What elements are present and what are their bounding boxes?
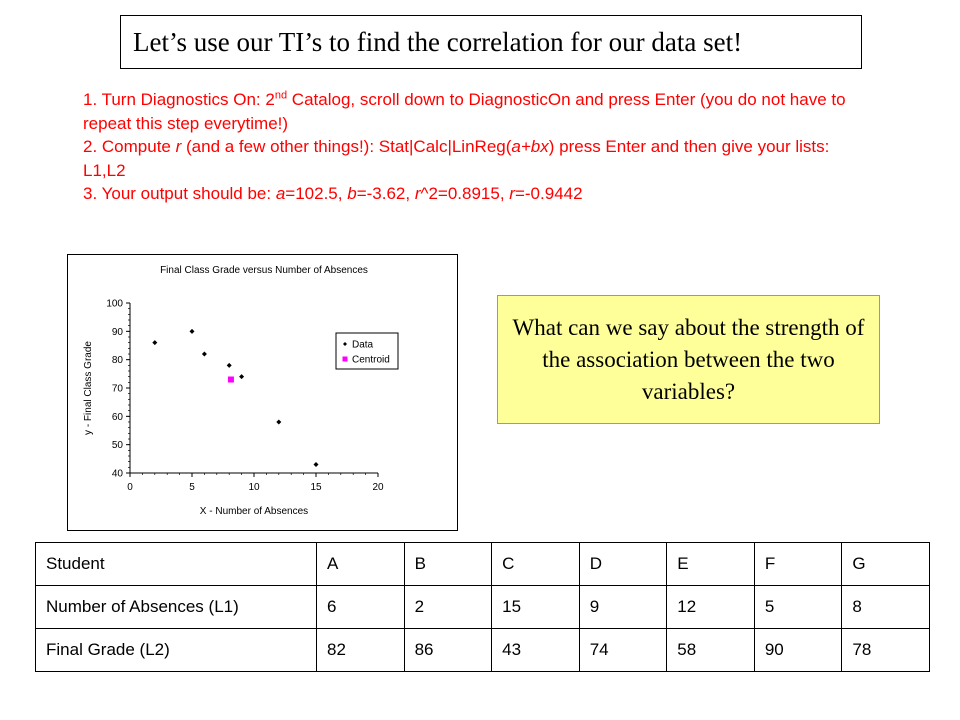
data-point [190, 329, 195, 334]
x-tick-label: 15 [310, 482, 322, 493]
instruction-step-3: 3. Your output should be: a=102.5, b=-3.62, r^2=0.8915, r=-0.9442 [83, 184, 583, 203]
table-cell: 8 [842, 586, 930, 629]
centroid-point [228, 377, 234, 383]
table-cell: E [667, 543, 755, 586]
x-tick-label: 20 [372, 482, 384, 493]
table-cell: 86 [404, 629, 492, 672]
table-cell: 2 [404, 586, 492, 629]
table-cell: 78 [842, 629, 930, 672]
table-cell: 6 [317, 586, 405, 629]
table-header-row [36, 543, 930, 586]
chart-svg [68, 255, 459, 532]
legend-label: Data [352, 339, 374, 351]
row-label-cell: Number of Absences (L1) [36, 586, 317, 629]
table-cell: 43 [492, 629, 580, 672]
table-cell: A [317, 543, 405, 586]
table-cell: 74 [579, 629, 667, 672]
x-tick-label: 5 [189, 482, 195, 493]
chart-title: Final Class Grade versus Number of Absences [160, 265, 368, 276]
slide-title: Let’s use our TI’s to find the correlation for our data set! [120, 15, 862, 69]
legend-label: Centroid [352, 354, 390, 366]
table-cell: 15 [492, 586, 580, 629]
table-cell: 5 [754, 586, 842, 629]
table-cell: F [754, 543, 842, 586]
data-point [314, 462, 319, 467]
table-cell: 9 [579, 586, 667, 629]
legend-marker-centroid [343, 357, 348, 362]
data-point [276, 420, 281, 425]
data-point [239, 374, 244, 379]
instructions [83, 88, 863, 206]
data-point [152, 340, 157, 345]
instruction-step-1: 1. Turn Diagnostics On: 2nd Catalog, scroll down to DiagnosticOn and press Enter (you do not have to repeat this step everytime!) [83, 89, 846, 133]
table-cell: 58 [667, 629, 755, 672]
y-tick-label: 50 [111, 440, 123, 452]
y-tick-label: 60 [111, 411, 123, 423]
table-cell: 90 [754, 629, 842, 672]
y-tick-label: 70 [111, 383, 123, 395]
data-point [227, 363, 232, 368]
data-point [202, 352, 207, 357]
y-tick-label: 90 [111, 326, 123, 338]
y-axis-label: y - Final Class Grade [83, 341, 94, 435]
instruction-step-2: 2. Compute r (and a few other things!): Stat|Calc|LinReg(a+bx) press Enter and then give your lists: L1,L2 [83, 137, 830, 180]
y-tick-label: 40 [111, 468, 123, 480]
table-row [36, 629, 930, 672]
table-cell: G [842, 543, 930, 586]
y-tick-label: 80 [111, 355, 123, 367]
table-cell: C [492, 543, 580, 586]
table-row [36, 586, 930, 629]
data-table [35, 542, 930, 672]
question-callout: What can we say about the strength of the association between the two variables? [497, 295, 880, 424]
x-tick-label: 10 [248, 482, 260, 493]
table-cell: 82 [317, 629, 405, 672]
table-cell: 12 [667, 586, 755, 629]
x-axis-label: X - Number of Absences [199, 506, 309, 517]
x-tick-label: 0 [127, 482, 133, 493]
row-label-cell: Final Grade (L2) [36, 629, 317, 672]
table-cell: B [404, 543, 492, 586]
y-tick-label: 100 [106, 298, 123, 310]
row-label-cell: Student [36, 543, 317, 586]
scatter-chart [67, 254, 458, 531]
table-cell: D [579, 543, 667, 586]
